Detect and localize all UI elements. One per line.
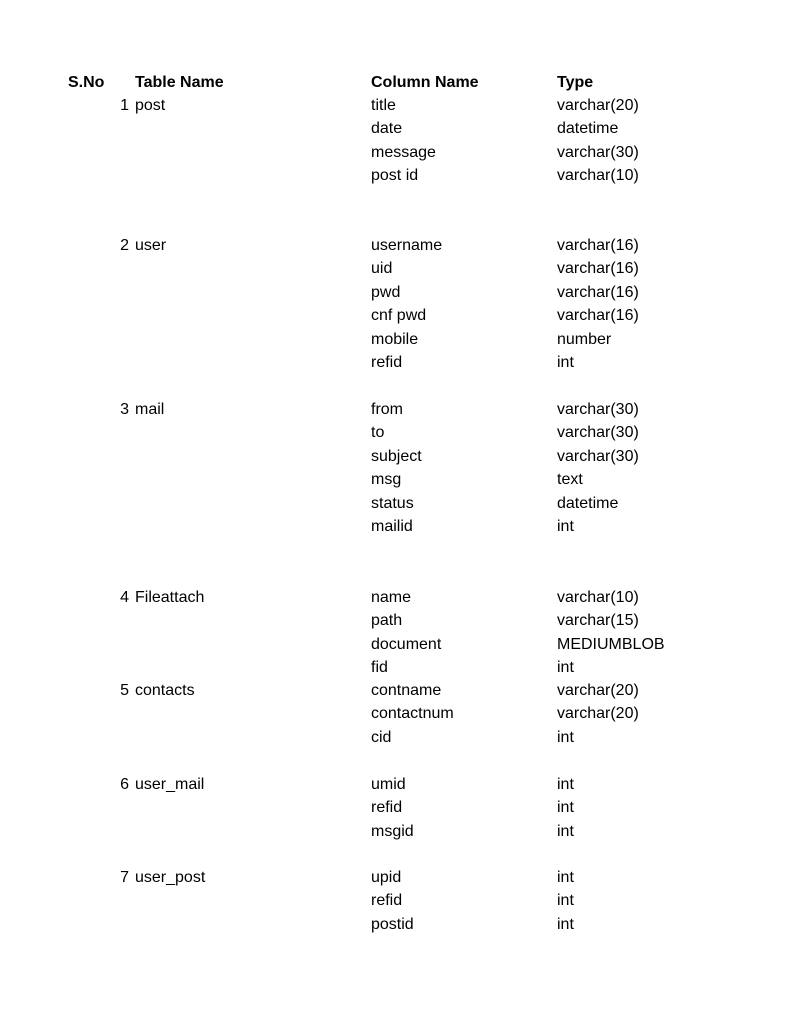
column-type: int — [557, 799, 574, 816]
column-type: varchar(20) — [557, 682, 639, 699]
column-name: refid — [371, 799, 403, 816]
column-type: varchar(10) — [557, 589, 639, 606]
table-sno: 3 — [120, 401, 129, 418]
header-table-name: Table Name — [135, 74, 224, 91]
table-sno: 1 — [120, 97, 129, 114]
table-name: Fileattach — [135, 589, 205, 606]
column-name: refid — [371, 892, 403, 909]
column-name: from — [371, 401, 403, 418]
column-name: date — [371, 120, 403, 137]
column-type: int — [557, 729, 574, 746]
column-name: post id — [371, 167, 419, 184]
column-name: mobile — [371, 331, 419, 348]
column-type: int — [557, 659, 574, 676]
column-type: varchar(20) — [557, 705, 639, 722]
table-name: user_post — [135, 869, 206, 886]
column-name: upid — [371, 869, 402, 886]
column-type: varchar(30) — [557, 144, 639, 161]
column-name: subject — [371, 448, 422, 465]
column-type: text — [557, 471, 583, 488]
column-name: cnf pwd — [371, 307, 427, 324]
column-type: MEDIUMBLOB — [557, 636, 665, 653]
header-column-name: Column Name — [371, 74, 479, 91]
table-sno: 6 — [120, 776, 129, 793]
table-sno: 7 — [120, 869, 129, 886]
column-name: mailid — [371, 518, 413, 535]
table-sno: 5 — [120, 682, 129, 699]
table-sno: 2 — [120, 237, 129, 254]
column-type: varchar(30) — [557, 448, 639, 465]
column-type: int — [557, 916, 574, 933]
column-name: contactnum — [371, 705, 454, 722]
column-type: int — [557, 892, 574, 909]
column-type: datetime — [557, 120, 619, 137]
column-type: varchar(30) — [557, 424, 639, 441]
column-type: varchar(16) — [557, 260, 639, 277]
header-type: Type — [557, 74, 594, 91]
column-type: number — [557, 331, 612, 348]
table-name: user_mail — [135, 776, 205, 793]
table-name: contacts — [135, 682, 195, 699]
column-name: path — [371, 612, 403, 629]
column-name: pwd — [371, 284, 401, 301]
column-name: username — [371, 237, 443, 254]
column-type: varchar(16) — [557, 284, 639, 301]
column-type: int — [557, 354, 574, 371]
column-name: fid — [371, 659, 388, 676]
table-name: user — [135, 237, 167, 254]
column-type: varchar(30) — [557, 401, 639, 418]
column-type: int — [557, 518, 574, 535]
column-type: varchar(20) — [557, 97, 639, 114]
column-name: name — [371, 589, 412, 606]
column-name: contname — [371, 682, 442, 699]
column-type: varchar(16) — [557, 307, 639, 324]
column-name: msg — [371, 471, 402, 488]
column-type: int — [557, 869, 574, 886]
column-type: int — [557, 823, 574, 840]
column-type: varchar(16) — [557, 237, 639, 254]
column-name: message — [371, 144, 436, 161]
column-name: umid — [371, 776, 406, 793]
column-type: varchar(15) — [557, 612, 639, 629]
header-sno: S.No — [68, 74, 105, 91]
column-name: cid — [371, 729, 392, 746]
table-sno: 4 — [120, 589, 129, 606]
column-name: msgid — [371, 823, 414, 840]
column-name: uid — [371, 260, 393, 277]
table-name: mail — [135, 401, 165, 418]
column-type: varchar(10) — [557, 167, 639, 184]
column-type: datetime — [557, 495, 619, 512]
column-name: postid — [371, 916, 414, 933]
column-name: document — [371, 636, 442, 653]
table-name: post — [135, 97, 166, 114]
column-name: status — [371, 495, 414, 512]
column-name: to — [371, 424, 385, 441]
column-name: title — [371, 97, 396, 114]
column-name: refid — [371, 354, 403, 371]
column-type: int — [557, 776, 574, 793]
